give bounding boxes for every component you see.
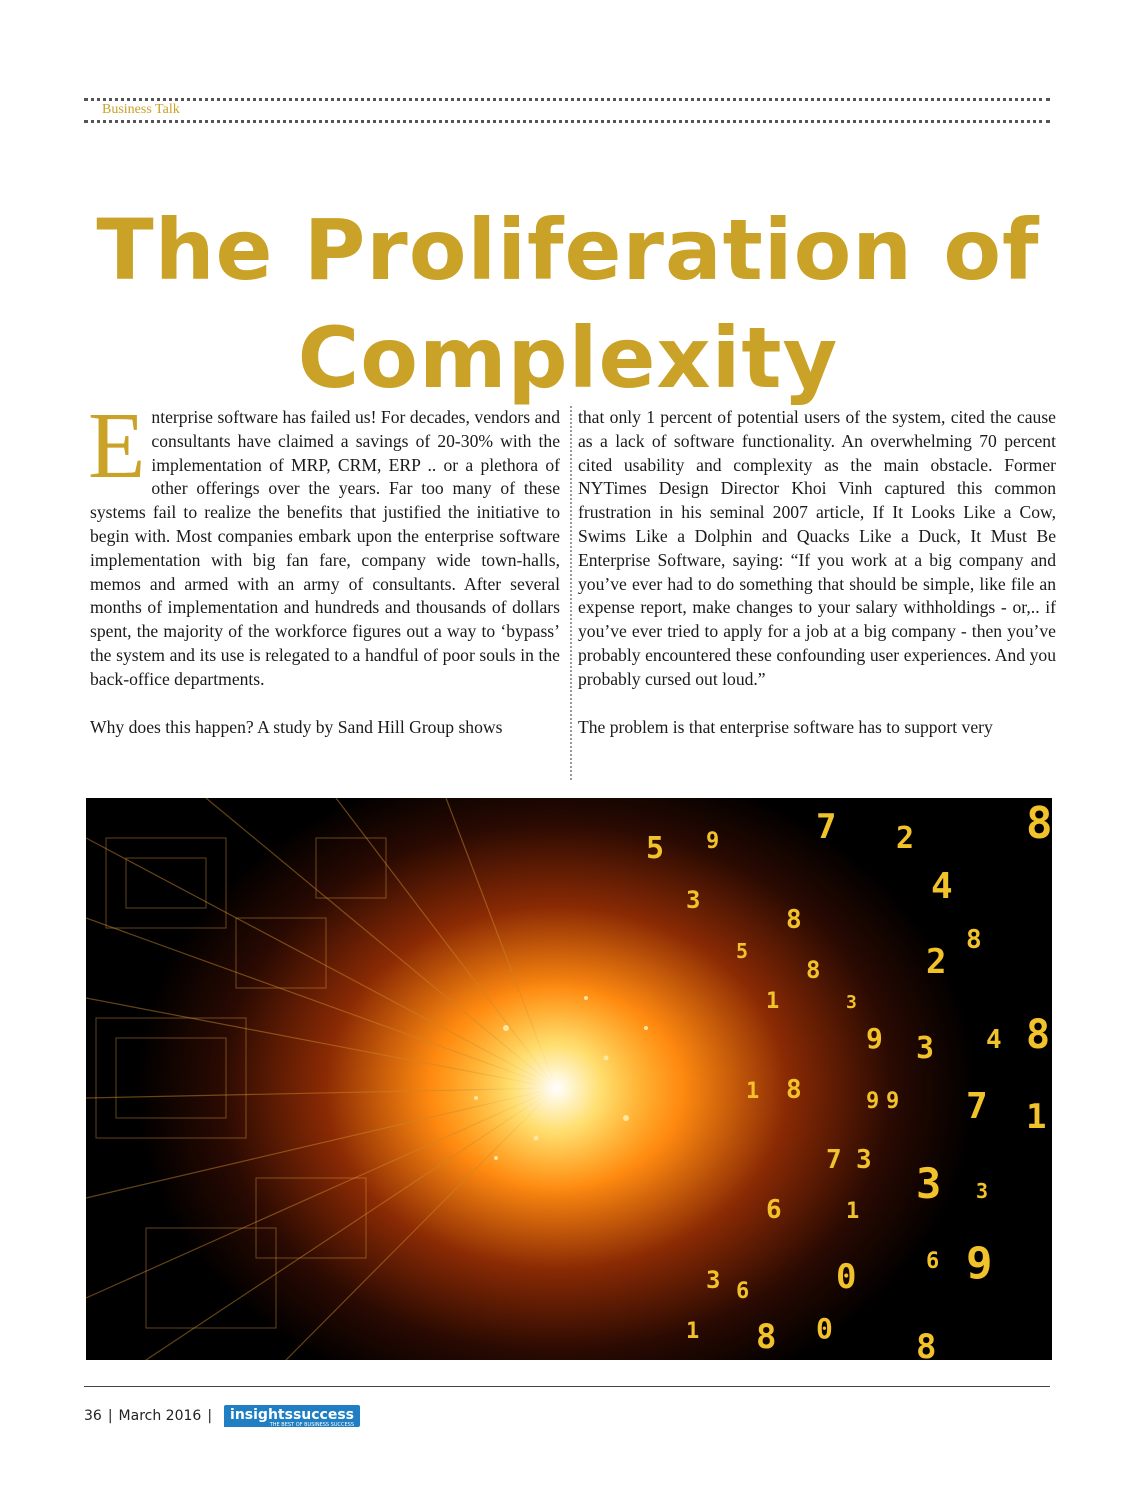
svg-text:9: 9: [866, 1022, 883, 1055]
svg-text:2: 2: [896, 821, 915, 856]
svg-text:7: 7: [826, 1145, 842, 1175]
title-line-2: Complexity: [297, 309, 839, 407]
svg-text:1: 1: [766, 989, 780, 1014]
svg-text:4: 4: [986, 1025, 1002, 1055]
article-column-right: [578, 406, 1056, 739]
svg-text:9: 9: [866, 1089, 880, 1114]
footer-separator: |: [107, 1408, 113, 1424]
svg-text:3: 3: [916, 1031, 935, 1066]
header-dotted-rule-bottom: [84, 120, 1050, 123]
logo-tagline: THE BEST OF BUSINESS SUCCESS: [269, 1422, 355, 1428]
svg-text:8: 8: [786, 905, 802, 935]
title-line-1: The Proliferation of: [96, 201, 1040, 299]
svg-text:6: 6: [926, 1249, 940, 1274]
svg-text:8: 8: [786, 1075, 802, 1105]
paragraph: that only 1 percent of potential users of the system, cited the cause as a lack of software functionality. An overwhelming 70 percent cited usability and complexity as the main obstacle. Former NYTimes Design Director Khoi Vinh captured this common frustration in his seminal 2007 article, If It Looks Like a Cow, Swims Like a Dolphin and Quacks Like a Duck, It Must Be Enterprise Software, saying: “If you work at a big company and you’ve ever had to do something that should be simple, like file an expense report, make changes to your salary withholdings - or,.. if you’ve ever tried to apply for a job at a big company - then you’ve probably encountered these confounding user experiences. And you probably cursed out loud.”: [578, 407, 1056, 689]
article-title: [0, 196, 1136, 412]
section-label: Business Talk: [102, 102, 180, 117]
svg-text:6: 6: [766, 1195, 782, 1225]
paragraph: Why does this happen? A study by Sand Hill Group shows: [90, 716, 503, 737]
svg-text:4: 4: [931, 866, 953, 907]
article-column-left: [88, 394, 560, 739]
svg-text:0: 0: [836, 1257, 857, 1297]
svg-text:8: 8: [1026, 1012, 1051, 1058]
svg-text:9: 9: [886, 1089, 900, 1114]
page-footer: [84, 1404, 360, 1428]
svg-text:3: 3: [686, 886, 701, 914]
svg-text:3: 3: [846, 992, 857, 1013]
issue-date: March 2016: [118, 1408, 202, 1424]
svg-text:0: 0: [816, 1312, 833, 1345]
svg-text:7: 7: [966, 1086, 988, 1127]
svg-text:7: 7: [816, 807, 837, 847]
svg-text:8: 8: [966, 925, 982, 955]
svg-text:5: 5: [736, 939, 749, 963]
svg-text:3: 3: [706, 1266, 721, 1294]
drop-cap: E: [88, 394, 146, 498]
svg-text:8: 8: [806, 956, 821, 984]
page-number: 36: [84, 1408, 102, 1424]
footer-rule: [84, 1386, 1050, 1387]
svg-text:5: 5: [646, 831, 665, 866]
paragraph: The problem is that enterprise software has to support very: [578, 716, 993, 737]
header-dotted-rule-top: [84, 98, 1050, 101]
digital-burst-illustration: [86, 798, 1052, 1360]
svg-text:1: 1: [686, 1319, 700, 1344]
hero-image: [86, 798, 1052, 1360]
logo-text: insightssuccess: [230, 1407, 355, 1423]
svg-text:9: 9: [706, 829, 720, 854]
svg-text:8: 8: [916, 1327, 937, 1360]
svg-text:9: 9: [966, 1238, 993, 1289]
svg-text:3: 3: [976, 1179, 989, 1203]
svg-text:3: 3: [856, 1145, 872, 1175]
svg-text:8: 8: [1026, 798, 1052, 849]
svg-text:2: 2: [926, 942, 947, 982]
svg-text:8: 8: [756, 1317, 777, 1357]
paragraph: [88, 394, 560, 692]
svg-text:6: 6: [736, 1279, 750, 1304]
svg-text:3: 3: [916, 1159, 942, 1208]
svg-text:1: 1: [846, 1199, 860, 1224]
svg-text:1: 1: [1026, 1097, 1047, 1137]
section-header: [84, 98, 1050, 124]
svg-text:1: 1: [746, 1079, 760, 1104]
paragraph-text: nterprise software has failed us! For decades, vendors and consultants have claimed a savings of 20-30% with the implementation of MRP, CRM, ERP .. or a plethora of other offerings over the years. Far too many of these systems fail to realize the benefits that justified the initiative to begin with. Most companies embark upon the enterprise software implementation with big fan fare, company wide town-halls, memos and armed with an army of consultants. After several months of implementation and hundreds and thousands of dollars spent, the majority of the workforce figures out a way to ‘bypass’ the system and its use is relegated to a handful of poor souls in the back-office departments.: [90, 407, 560, 689]
footer-separator: |: [207, 1408, 213, 1424]
column-divider: [570, 406, 572, 780]
insights-success-logo: [224, 1405, 360, 1427]
